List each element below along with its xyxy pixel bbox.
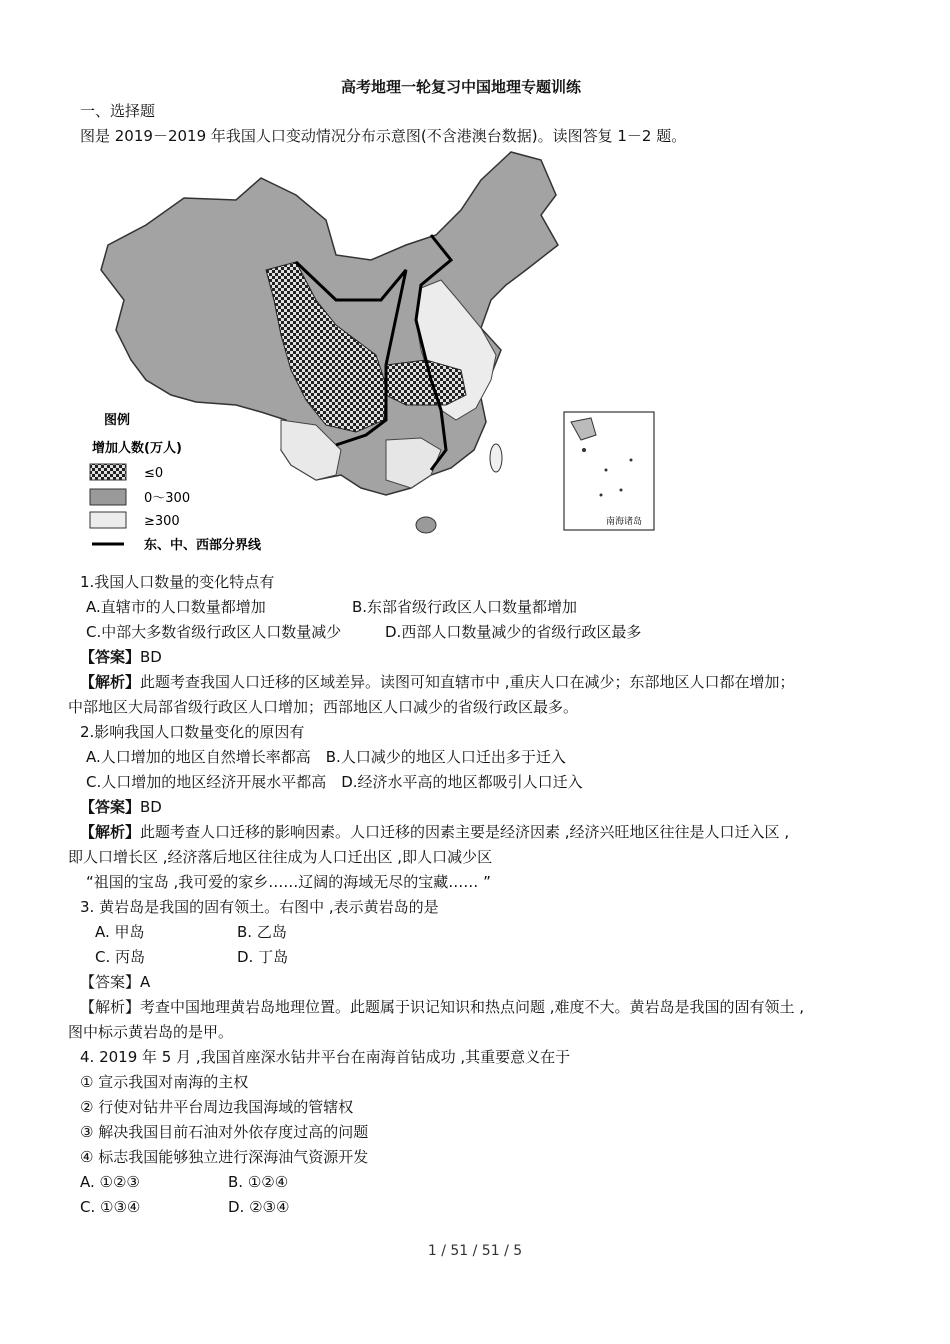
q4-statement-2: ② 行使对钻井平台周边我国海域的管辖权 bbox=[80, 1098, 354, 1116]
q1-stem: 1.我国人口数量的变化特点有 bbox=[80, 573, 275, 591]
q1-analysis-text1: 此题考查我国人口迁移的区域差异。读图可知直辖市中 ,重庆人口在减少；东部地区人口都在增加； bbox=[140, 673, 795, 691]
page-title: 高考地理一轮复习中国地理专题训练 bbox=[341, 78, 582, 96]
q2-analysis-text1: 此题考查人口迁移的影响因素。人口迁移的因素主要是经济因素 ,经济兴旺地区往往是人口迁入区 , bbox=[140, 823, 790, 841]
q1-analysis-line1 bbox=[80, 672, 795, 692]
legend-swatch-decrease bbox=[90, 464, 126, 480]
q1-option-d: D.西部人口数量减少的省级行政区最多 bbox=[385, 623, 642, 641]
legend-title: 图例 bbox=[104, 413, 131, 428]
inset-label: 南海诸岛 bbox=[606, 517, 643, 527]
q3-analysis-line2: 图中标示黄岩岛的是甲。 bbox=[68, 1023, 234, 1041]
q2-analysis-line1 bbox=[80, 822, 789, 842]
q1-option-a: A.直辖市的人口数量都增加 bbox=[86, 598, 266, 616]
q3-analysis-line1: 【解析】考查中国地理黄岩岛地理位置。此题属于识记知识和热点问题 ,难度不大。黄岩岛是我国的固有领土 , bbox=[80, 998, 805, 1016]
quote-line: “祖国的宝岛 ,我可爱的家乡……辽阔的海域无尽的宝藏…… ” bbox=[86, 873, 491, 891]
china-population-map bbox=[86, 150, 686, 560]
q1-option-c: C.中部大多数省级行政区人口数量减少 bbox=[86, 623, 342, 641]
q2-analysis-line2: 即人口增长区 ,经济落后地区往往成为人口迁出区 ,即人口减少区 bbox=[68, 848, 493, 866]
q4-option-a: A. ①②③ bbox=[80, 1173, 140, 1191]
q2-options-ab: A.人口增加的地区自然增长率都高 B.人口减少的地区人口迁出多于迁入 bbox=[86, 748, 566, 766]
legend-subtitle: 增加人数(万人) bbox=[92, 441, 182, 456]
q1-analysis-line2: 中部地区大局部省级行政区人口增加；西部地区人口减少的省级行政区最多。 bbox=[68, 698, 579, 716]
legend-swatch-mid bbox=[90, 489, 126, 505]
hainan bbox=[416, 517, 436, 533]
q4-statement-4: ④ 标志我国能够独立进行深海油气资源开发 bbox=[80, 1148, 369, 1166]
q4-stem: 4. 2019 年 5 月 ,我国首座深水钻井平台在南海首钻成功 ,其重要意义在于 bbox=[80, 1048, 571, 1066]
q1-answer-tag: 【答案】 bbox=[80, 648, 141, 666]
q4-option-c: C. ①③④ bbox=[80, 1198, 141, 1216]
q3-option-a: A. 甲岛 bbox=[95, 923, 145, 941]
q2-answer-tag: 【答案】 bbox=[80, 798, 141, 816]
legend-label-mid: 0～300 bbox=[144, 491, 191, 506]
legend-label-high: ≥300 bbox=[144, 514, 180, 529]
page-number: 1 / 51 / 51 / 5 bbox=[427, 1243, 523, 1259]
legend-swatch-high bbox=[90, 512, 126, 528]
q4-statement-1: ① 宣示我国对南海的主权 bbox=[80, 1073, 249, 1091]
q2-answer-value: BD bbox=[140, 798, 162, 816]
q2-answer bbox=[80, 797, 162, 817]
q2-stem: 2.影响我国人口数量变化的原因有 bbox=[80, 723, 305, 741]
q3-option-c: C. 丙岛 bbox=[95, 948, 146, 966]
q3-option-b: B. 乙岛 bbox=[237, 923, 287, 941]
q2-analysis-tag: 【解析】 bbox=[80, 823, 141, 841]
q2-options-cd: C.人口增加的地区经济开展水平都高 D.经济水平高的地区都吸引人口迁入 bbox=[86, 773, 583, 791]
region-light-south bbox=[386, 438, 441, 488]
q4-option-b: B. ①②④ bbox=[228, 1173, 289, 1191]
section-heading: 一、选择题 bbox=[80, 102, 156, 120]
q1-option-b: B.东部省级行政区人口数量都增加 bbox=[352, 598, 578, 616]
q3-option-d: D. 丁岛 bbox=[237, 948, 289, 966]
intro-text: 图是 2019－2019 年我国人口变动情况分布示意图(不含港澳台数据)。读图答复 1－2 题。 bbox=[80, 127, 687, 145]
q3-answer: 【答案】A bbox=[80, 973, 151, 991]
q3-stem: 3. 黄岩岛是我国的固有领土。右图中 ,表示黄岩岛的是 bbox=[80, 898, 439, 916]
legend-label-decrease: ≤0 bbox=[144, 466, 164, 481]
q4-option-d: D. ②③④ bbox=[228, 1198, 290, 1216]
q1-analysis-tag: 【解析】 bbox=[80, 673, 141, 691]
taiwan bbox=[490, 444, 502, 472]
q4-statement-3: ③ 解决我国目前石油对外依存度过高的问题 bbox=[80, 1123, 369, 1141]
q1-answer bbox=[80, 647, 162, 667]
q1-answer-value: BD bbox=[140, 648, 162, 666]
legend-boundary-label: 东、中、西部分界线 bbox=[144, 538, 262, 553]
